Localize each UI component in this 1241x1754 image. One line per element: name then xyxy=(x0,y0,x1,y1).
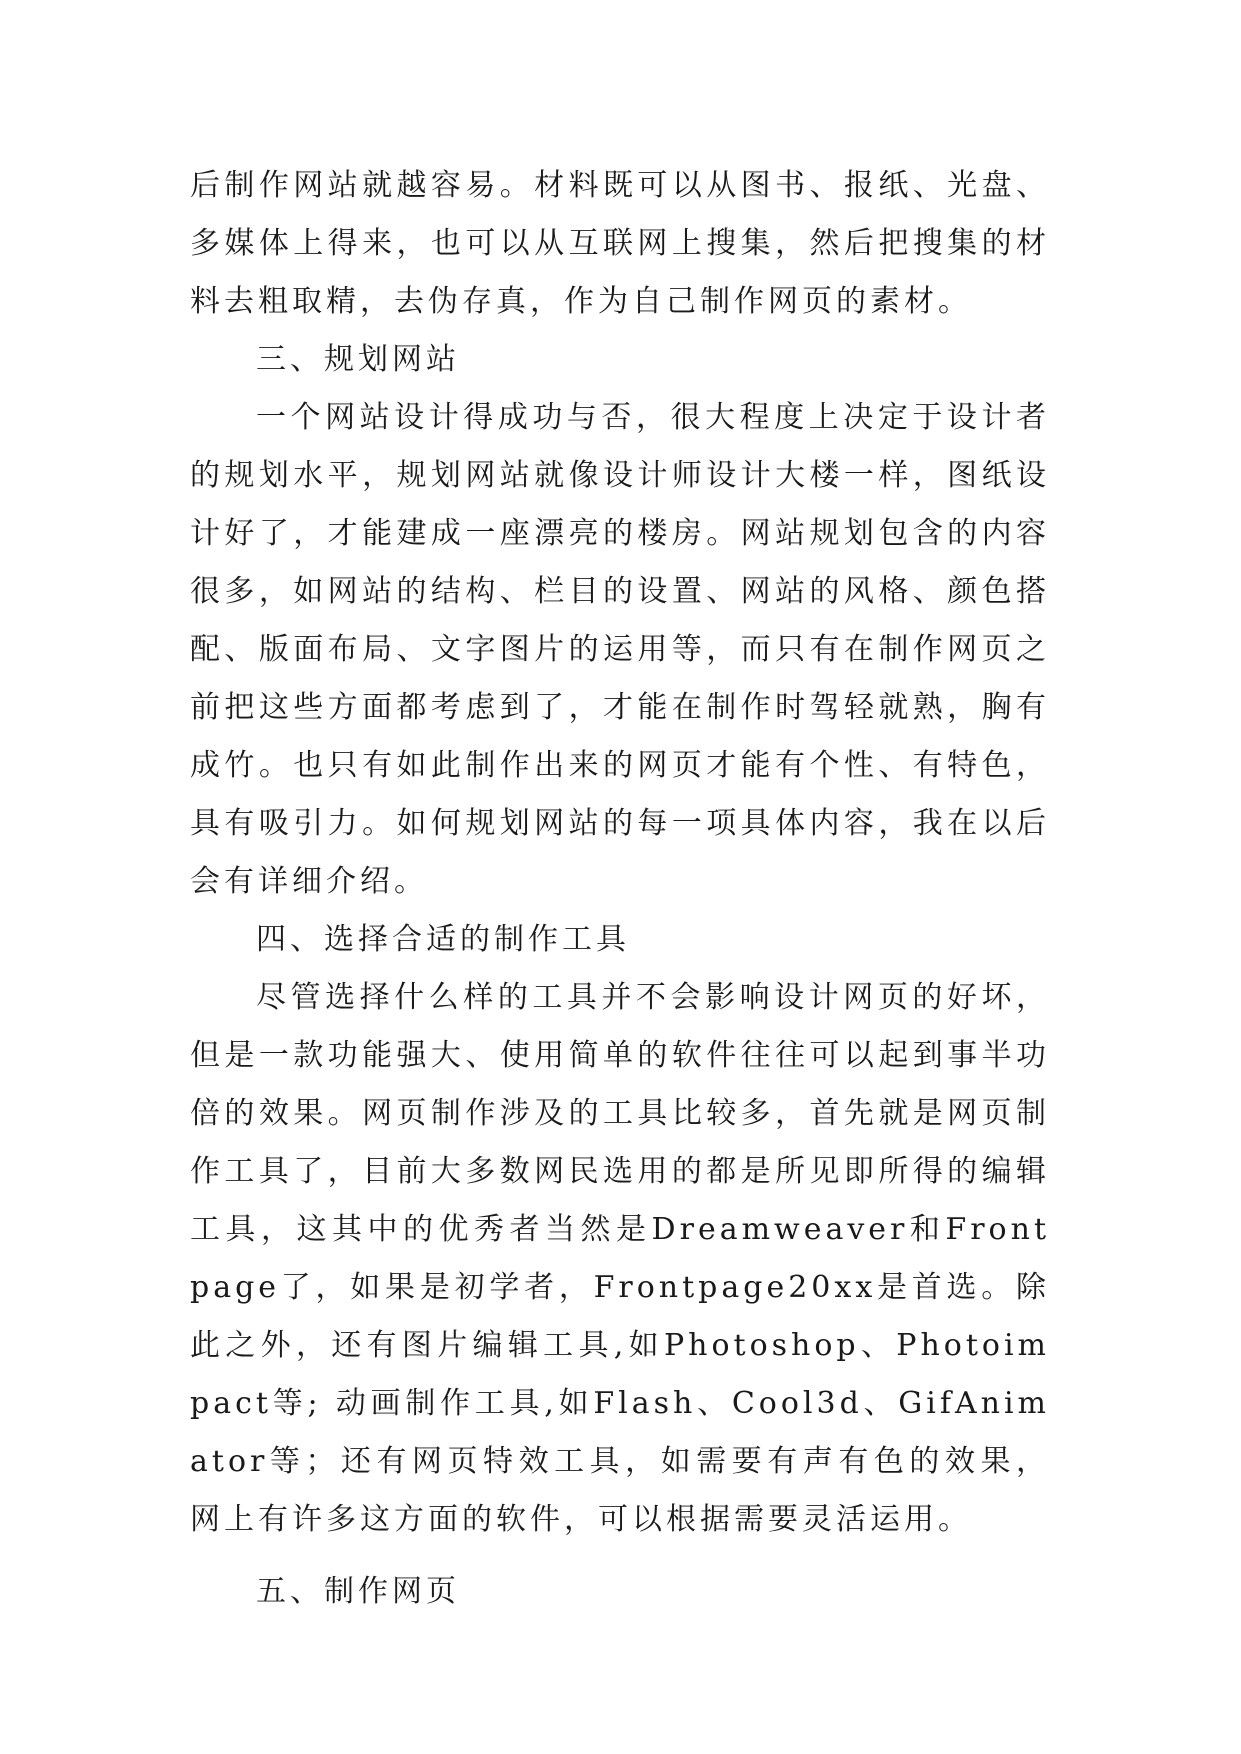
paragraph-materials-continuation: 后制作网站就越容易。材料既可以从图书、报纸、光盘、多媒体上得来，也可以从互联网上搜集，然后把搜集的材料去粗取精，去伪存真，作为自己制作网页的素材。 xyxy=(190,168,1050,319)
paragraph-choose-tools: 尽管选择什么样的工具并不会影响设计网页的好坏，但是一款功能强大、使用简单的软件往往可以起到事半功倍的效果。网页制作涉及的工具比较多，首先就是网页制作工具了，目前大多数网民选用的都是所见即所得的编辑工具，这其中的优秀者当然是Dreamweaver和Frontpage了，如果是初学者，Frontpage20xx是首选。除此之外，还有图片编辑工具,如Photoshop、Photoimpact等; 动画制作工具,如Flash、Cool3d、GifAnimator等；还有网页特效工具，如需要有声有色的效果，网上有许多这方面的软件，可以根据需要灵活运用。 xyxy=(190,980,1050,1537)
paragraph-plan-website: 一个网站设计得成功与否，很大程度上决定于设计者的规划水平，规划网站就像设计师设计大楼一样，图纸设计好了，才能建成一座漂亮的楼房。网站规划包含的内容很多，如网站的结构、栏目的设置、网站的风格、颜色搭配、版面布局、文字图片的运用等，而只有在制作网页之前把这些方面都考虑到了，才能在制作时驾轻就熟，胸有成竹。也只有如此制作出来的网页才能有个性、有特色，具有吸引力。如何规划网站的每一项具体内容，我在以后会有详细介绍。 xyxy=(190,400,1050,899)
section-heading-plan-website: 三、规划网站 xyxy=(256,342,460,377)
document-body xyxy=(190,157,1050,1621)
section-heading-choose-tools: 四、选择合适的制作工具 xyxy=(256,922,630,957)
section-heading-make-pages: 五、制作网页 xyxy=(256,1574,460,1609)
